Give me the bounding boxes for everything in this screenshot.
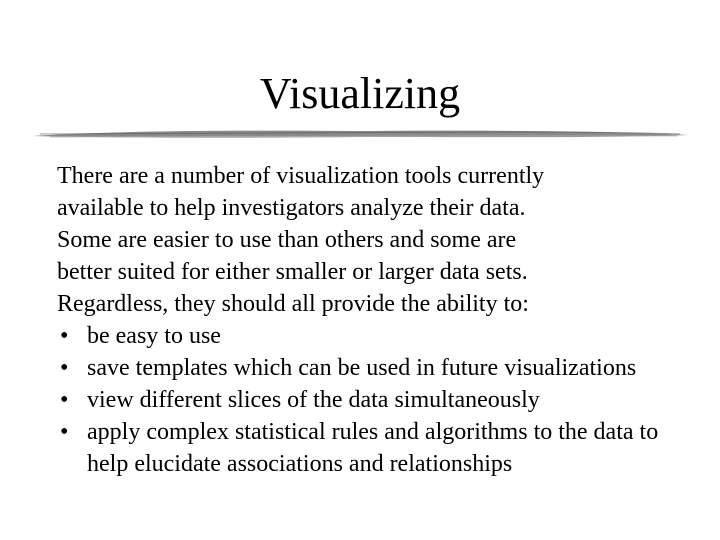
paragraph-line: There are a number of visualization tools currently (57, 163, 545, 189)
paragraph-line: available to help investigators analyze their data. (57, 195, 526, 221)
bullet-list (57, 320, 697, 480)
paragraph-line: Some are easier to use than others and some are (57, 227, 517, 253)
bullet-item (57, 320, 697, 352)
bullet-item (57, 384, 697, 416)
bullet-item (57, 352, 697, 384)
bullet-item (57, 416, 697, 480)
bullet-icon: • (60, 355, 69, 381)
slide-title: Visualizing (259, 69, 461, 118)
bullet-text: apply complex statistical rules and algorithms to the data to help elucidate associations and relationships (87, 419, 659, 477)
intro-paragraph (57, 160, 697, 320)
paragraph-line: Regardless, they should all provide the ability to: (57, 291, 529, 317)
bullet-text: be easy to use (87, 323, 221, 349)
bullet-icon: • (60, 419, 69, 445)
bullet-icon: • (60, 387, 69, 413)
bullet-text: save templates which can be used in future visualizations (87, 355, 637, 381)
title-underline-brush (30, 124, 690, 144)
paragraph-line: better suited for either smaller or larger data sets. (57, 259, 528, 285)
bullet-icon: • (60, 323, 69, 349)
slide-body (57, 160, 697, 480)
bullet-text: view different slices of the data simultaneously (87, 387, 540, 413)
